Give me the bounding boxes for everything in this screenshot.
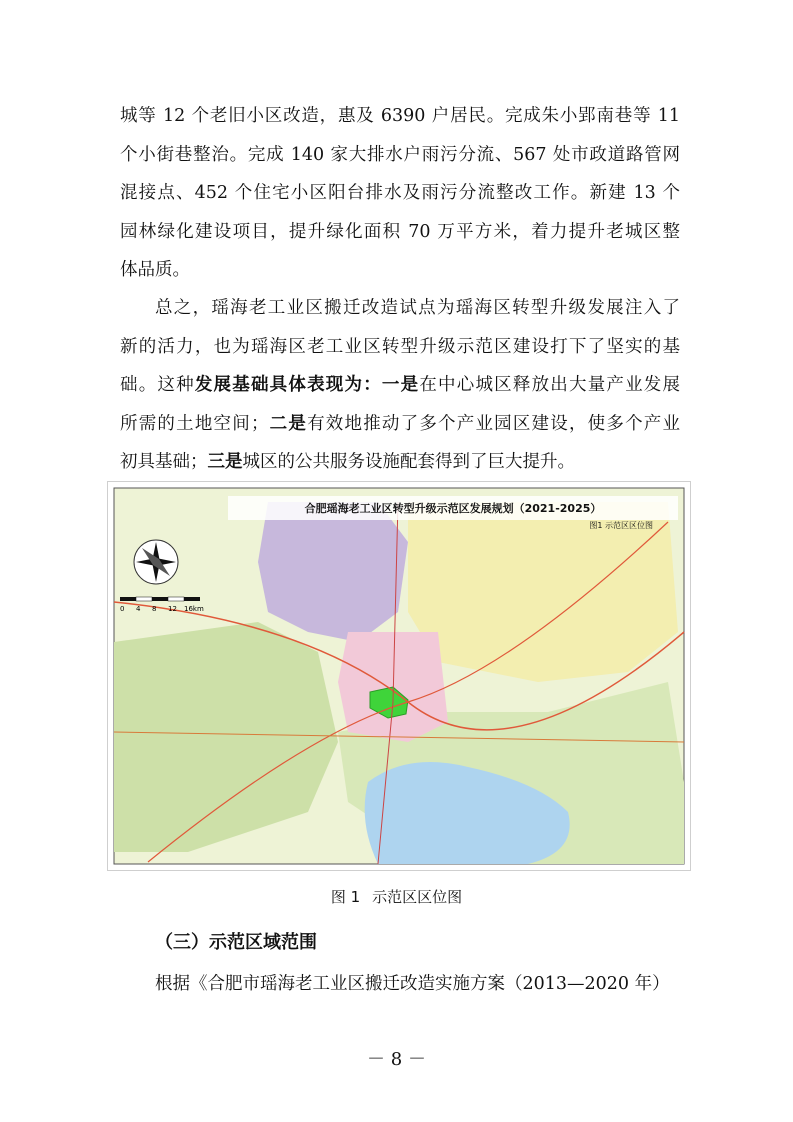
text-run: 初具基础； (120, 452, 208, 472)
map-title: 合肥瑶海老工业区转型升级示范区发展规划（2021-2025） (304, 502, 602, 515)
text-run: 础。这种 (120, 375, 195, 395)
scale-label: 16km (184, 605, 204, 613)
scale-label: 0 (120, 605, 125, 613)
scale-label: 8 (152, 605, 157, 613)
map-subtitle: 图1 示范区区位图 (589, 521, 653, 530)
section-heading: （三）示范区域范围 (155, 932, 317, 953)
location-map (108, 482, 690, 870)
caption-text: 示范区区位图 (372, 888, 463, 906)
text-run: 城区的公共服务设施配套得到了巨大提升。 (242, 452, 575, 472)
text-line: 混接点、452 个住宅小区阳台排水及雨污分流整改工作。新建 13 个 (120, 183, 680, 203)
text-run: 在中心城区释放出大量产业发展 (419, 375, 681, 395)
scale-label: 12 (168, 605, 177, 613)
bold-run: 三是 (207, 452, 243, 472)
text-line: 总之，瑶海老工业区搬迁改造试点为瑶海区转型升级发展注入了 (155, 298, 680, 318)
paragraph-summary (120, 289, 680, 482)
text-line: 城等 12 个老旧小区改造，惠及 6390 户居民。完成朱小郢南巷等 11 (120, 106, 680, 126)
scale-label: 4 (136, 605, 141, 613)
text-line: 新的活力，也为瑶海区老工业区转型升级示范区建设打下了坚实的基 (120, 336, 680, 357)
text-run: 所需的土地空间； (120, 413, 269, 434)
page-number: － 8 － (367, 1049, 426, 1070)
figure-caption (0, 886, 793, 907)
text-line (120, 405, 680, 444)
text-line: 根据《合肥市瑶海老工业区搬迁改造实施方案（2013—2020 年） (155, 974, 670, 994)
text-run: 有效地推动了多个产业园区建设，使多个产业 (307, 413, 681, 434)
text-line (120, 443, 680, 482)
caption-number: 图 1 (330, 888, 361, 906)
text-line (120, 366, 680, 405)
bold-run: 发展基础具体表现为： (194, 375, 382, 395)
compass-icon (134, 540, 178, 584)
paragraph-renovation (120, 97, 680, 290)
text-line: 园林绿化建设项目，提升绿化面积 70 万平方米，着力提升老城区整 (120, 221, 680, 242)
text-line: 体品质。 (120, 260, 190, 280)
text-line: 个小街巷整治。完成 140 家大排水户雨污分流、567 处市政道路管网 (120, 144, 680, 165)
bold-run: 二是 (268, 413, 308, 434)
location-map-figure (107, 481, 691, 871)
bold-run: 一是 (381, 375, 420, 395)
